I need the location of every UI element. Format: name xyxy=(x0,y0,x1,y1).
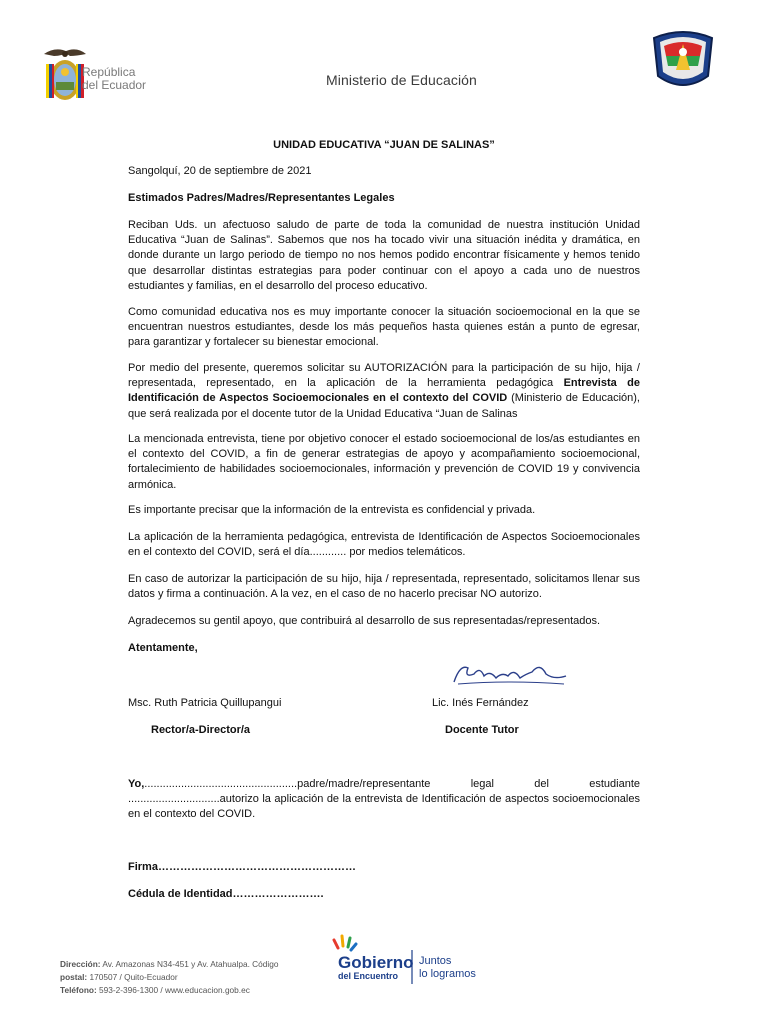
signer-right-role: Docente Tutor xyxy=(445,724,519,736)
slogan-line-1: Juntos xyxy=(419,955,452,967)
paragraph-8: Agradecemos su gentil apoyo, que contribuirá al desarrollo de sus representadas/representados. xyxy=(128,615,601,627)
authorization-text: ..................................................padre/madre/representante legal del estudiante ..............................autorizo la aplicación de la entrevista de Identificación de aspectos socioemocionales en el contexto del COVID. xyxy=(128,778,640,821)
gob-sub: del Encuentro xyxy=(338,971,399,981)
paragraph-3-bold: Entrevista de Identificación de Aspectos Socioemocionales en el contexto del COVID xyxy=(128,377,641,405)
republic-line-1: República xyxy=(82,65,136,79)
footer-dir-value: Av. Amazonas N34-451 y Av. Atahualpa. Código xyxy=(100,959,279,969)
paragraph-4: La mencionada entrevista, tiene por objetivo conocer el estado socioemocional de los/as estudiantes en el contexto del COVID, a fin de generar estrategias de apoyo y acompañamiento socioemocional, fortalecimiento de habilidades socioemocionales, información y prevención de COVID 19 y convivencia armónica. xyxy=(128,433,640,491)
paragraph-5: Es importante precisar que la información de la entrevista es confidencial y privada. xyxy=(128,504,536,516)
document-title: UNIDAD EDUCATIVA “JUAN DE SALINAS” xyxy=(273,139,495,151)
republic-line-2: del Ecuador xyxy=(82,78,147,92)
closing: Atentamente, xyxy=(128,642,198,654)
footer-address xyxy=(60,958,278,997)
authorization-yo: Yo, xyxy=(128,778,145,790)
paragraph-3-text-a: Por medio del presente, queremos solicitar su AUTORIZACIÓN para la participación de su hijo, hija / representada, representado, en la aplicación de la herramienta pedagógica xyxy=(128,362,640,390)
footer-tel-value: 593-2-396-1300 / www.educacion.gob.ec xyxy=(96,985,250,995)
ministry-title: Ministerio de Educación xyxy=(326,72,477,88)
footer-dir-label: Dirección: xyxy=(60,959,101,969)
paragraph-7: En caso de autorizar la participación de su hijo, hija / representada, representado, solicitamos llenar sus datos y firma a continuación. A la vez, en el caso de no hacerlo precisar NO autorizo. xyxy=(128,573,640,601)
signer-left-name: Msc. Ruth Patricia Quillupangui xyxy=(128,697,282,709)
paragraph-2: Como comunidad educativa nos es muy importante conocer la situación socioemocional en la que se encuentran nuestros estudiantes, desde los más pequeños hasta quienes están a punto de egresar, para garantizar y fortalecer su bienestar emocional. xyxy=(128,306,640,349)
gobierno-del-encuentro-logo-icon xyxy=(326,932,486,990)
slogan-line-2: lo logramos xyxy=(419,968,476,980)
footer-postal-label: postal: xyxy=(60,972,88,982)
gob-word: Gobierno xyxy=(338,953,414,972)
handwritten-signature-icon xyxy=(450,656,570,688)
paragraph-6: La aplicación de la herramienta pedagógica, entrevista de Identificación de Aspectos Socioemocionales en el contexto del COVID, será el día............ por medios telemáticos. xyxy=(128,531,640,559)
school-crest-icon xyxy=(650,26,716,92)
footer-postal-value: 170507 / Quito-Ecuador xyxy=(87,972,178,982)
republic-wordmark xyxy=(82,66,146,92)
signer-left-role: Rector/a-Director/a xyxy=(151,724,251,736)
id-line: Cédula de Identidad……………………. xyxy=(128,888,324,900)
authorization-statement xyxy=(128,777,640,823)
signer-right-name: Lic. Inés Fernández xyxy=(432,697,529,709)
place-date: Sangolquí, 20 de septiembre de 2021 xyxy=(128,165,312,177)
salutation: Estimados Padres/Madres/Representantes Legales xyxy=(128,192,395,204)
paragraph-3-text-c: (Ministerio de Educación), que será realizada por el docente tutor de la Unidad Educativa “Juan de Salinas xyxy=(128,392,640,420)
signature-line: Firma……………………………………………… xyxy=(128,861,356,873)
footer-tel-label: Teléfono: xyxy=(60,985,97,995)
paragraph-1: Reciban Uds. un afectuoso saludo de parte de toda la comunidad de nuestra institución Unidad Educativa “Juan de Salinas”. Sabemos que nos ha tocado vivir una situación inédita y dramática, en donde durante un largo periodo de tiempo no nos hemos podido encontrar físicamente y hemos tenido que desarrollar distintas estrategias para poder continuar con el apoyo a cada uno de nuestros estudiantes y familias, en el desarrollo del proceso educativo. xyxy=(128,219,640,292)
paragraph-3 xyxy=(128,361,640,422)
